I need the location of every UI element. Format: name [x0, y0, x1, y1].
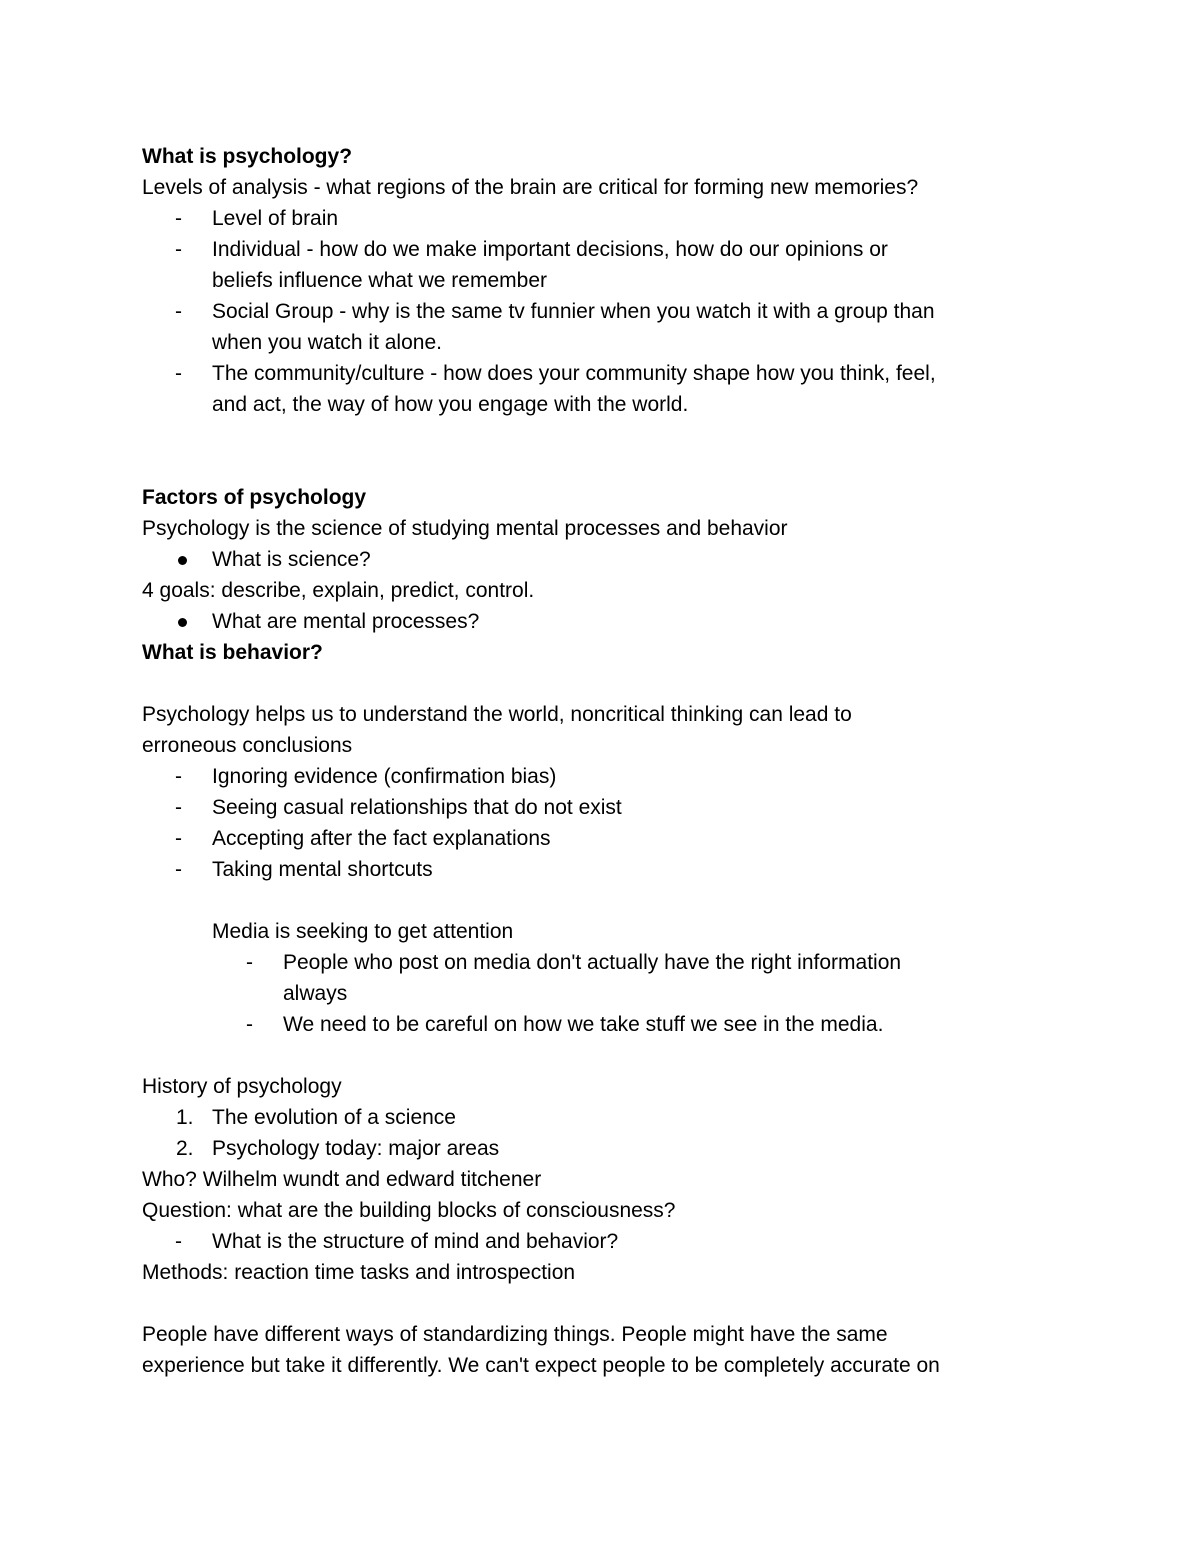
standardizing-text: People have different ways of standardizing things. People might have the same: [142, 1323, 888, 1346]
dash-marker: -: [175, 858, 182, 881]
list-item: [142, 823, 1062, 854]
dash-marker: -: [175, 238, 182, 261]
dash-marker: -: [175, 207, 182, 230]
dash-marker: -: [246, 1013, 253, 1036]
heading-factors-of-psychology: Factors of psychology: [142, 486, 367, 509]
list-item-text: when you watch it alone.: [212, 331, 442, 354]
list-item-text: The community/culture - how does your community shape how you think, feel,: [212, 362, 936, 385]
standardizing-text: experience but take it differently. We can't expect people to be completely accurate on: [142, 1354, 940, 1377]
media-text: Media is seeking to get attention: [212, 920, 514, 943]
list-item: [142, 1133, 1062, 1164]
heading-what-is-psychology: What is psychology?: [142, 145, 353, 168]
list-item-text: People who post on media don't actually have the right information: [283, 951, 902, 974]
list-item: [142, 544, 1062, 575]
list-item: [142, 203, 1062, 234]
list-item-text: We need to be careful on how we take stuff we see in the media.: [283, 1013, 884, 1036]
list-item: [142, 761, 1062, 792]
list-item-text: always: [283, 982, 348, 1005]
list-item: [142, 234, 1062, 296]
list-item: [142, 296, 1062, 358]
dash-marker: -: [175, 827, 182, 850]
list-item-text: What are mental processes?: [212, 610, 480, 633]
list-item: [142, 1102, 1062, 1133]
list-item-text: What is science?: [212, 548, 371, 571]
goals-text: 4 goals: describe, explain, predict, control.: [142, 579, 535, 602]
list-item-text: Psychology today: major areas: [212, 1137, 500, 1160]
list-number: 2.: [176, 1137, 194, 1160]
history-heading: History of psychology: [142, 1075, 342, 1098]
list-item-text: and act, the way of how you engage with the world.: [212, 393, 689, 416]
list-item: [142, 947, 1062, 1009]
dash-marker: -: [175, 300, 182, 323]
list-item: [142, 1226, 1062, 1257]
list-item-text: Level of brain: [212, 207, 339, 230]
list-item-text: Taking mental shortcuts: [212, 858, 433, 881]
list-item-text: beliefs influence what we remember: [212, 269, 547, 292]
methods-text: Methods: reaction time tasks and introspection: [142, 1261, 576, 1284]
dash-marker: -: [246, 951, 253, 974]
list-item: [142, 358, 1062, 420]
critical-thinking-text: Psychology helps us to understand the world, noncritical thinking can lead to: [142, 703, 852, 726]
list-item: [142, 854, 1062, 885]
list-item-text: Social Group - why is the same tv funnier when you watch it with a group than: [212, 300, 935, 323]
document-page: [142, 141, 1062, 1381]
bullet-icon: [178, 618, 187, 627]
list-item-text: Seeing casual relationships that do not exist: [212, 796, 622, 819]
who-text: Who? Wilhelm wundt and edward titchener: [142, 1168, 542, 1191]
dash-marker: -: [175, 362, 182, 385]
list-item-text: Accepting after the fact explanations: [212, 827, 551, 850]
list-item-text: Individual - how do we make important decisions, how do our opinions or: [212, 238, 888, 261]
levels-of-analysis-text: Levels of analysis - what regions of the brain are critical for forming new memories?: [142, 176, 919, 199]
list-item: [142, 606, 1062, 637]
list-item-text: Ignoring evidence (confirmation bias): [212, 765, 557, 788]
dash-marker: -: [175, 765, 182, 788]
bullet-icon: [178, 556, 187, 565]
list-item-text: The evolution of a science: [212, 1106, 456, 1129]
list-item: [142, 1009, 1062, 1040]
dash-marker: -: [175, 796, 182, 819]
list-number: 1.: [176, 1106, 194, 1129]
critical-thinking-text: erroneous conclusions: [142, 734, 353, 757]
question-text: Question: what are the building blocks of consciousness?: [142, 1199, 676, 1222]
list-item-text: What is the structure of mind and behavior?: [212, 1230, 619, 1253]
heading-what-is-behavior: What is behavior?: [142, 641, 323, 664]
psychology-definition-text: Psychology is the science of studying mental processes and behavior: [142, 517, 788, 540]
dash-marker: -: [175, 1230, 182, 1253]
list-item: [142, 792, 1062, 823]
